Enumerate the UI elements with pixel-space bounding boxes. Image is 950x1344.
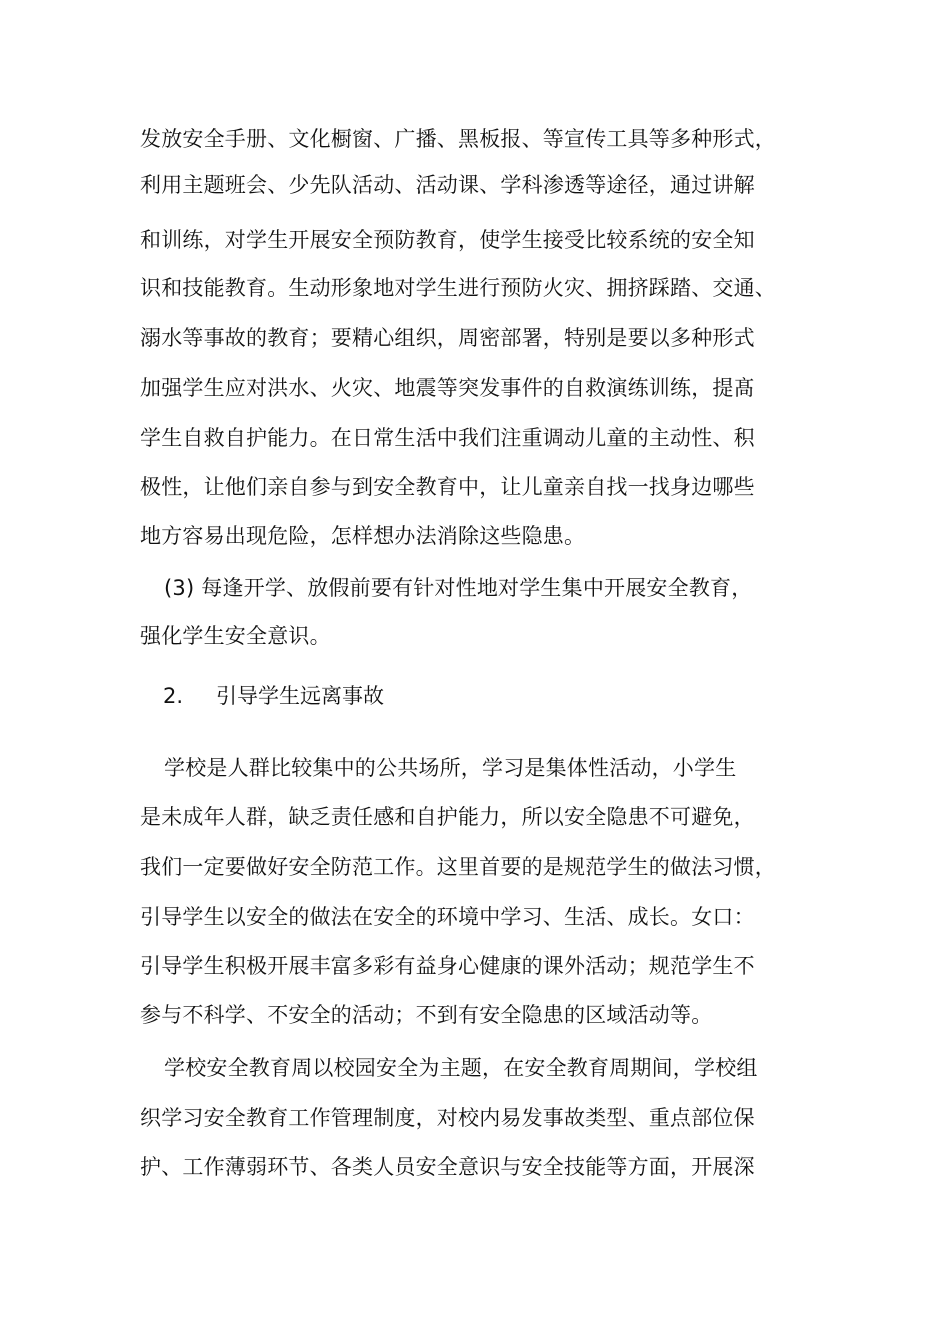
- paragraph-1-line-8: 极性，让他们亲自参与到安全教育中，让儿童亲自找一找身边哪些: [140, 475, 755, 499]
- paragraph-3-line-6: 参与不科学、不安全的活动；不到有安全隐患的区域活动等。: [140, 1003, 713, 1027]
- paragraph-4-line-3: 护、工作薄弱环节、各类人员安全意识与安全技能等方面，开展深: [140, 1155, 755, 1179]
- section-heading: 引导学生远离事故: [216, 684, 384, 708]
- paragraph-3-line-5: 引导学生积极开展丰富多彩有益身心健康的课外活动；规范学生不: [140, 954, 755, 978]
- paragraph-3-line-1: 学校是人群比较集中的公共场所，学习是集体性活动，小学生: [164, 756, 737, 780]
- paragraph-1-line-3: 和训练，对学生开展安全预防教育，使学生接受比较系统的安全知: [140, 228, 755, 252]
- paragraph-2-line-2: 强化学生安全意识。: [140, 624, 331, 648]
- paragraph-4-line-1: 学校安全教育周以校园安全为主题，在安全教育周期间，学校组: [164, 1056, 758, 1080]
- paragraph-3-line-3: 我们一定要做好安全防范工作。这里首要的是规范学生的做法习惯，: [140, 855, 776, 879]
- paragraph-1-line-7: 学生自救自护能力。在日常生活中我们注重调动儿童的主动性、积: [140, 426, 755, 450]
- paragraph-1-line-1: 发放安全手册、文化橱窗、广播、黑板报、等宣传工具等多种形式，: [140, 127, 776, 151]
- paragraph-4-line-2: 织学习安全教育工作管理制度，对校内易发事故类型、重点部位保: [140, 1106, 755, 1130]
- paragraph-1-line-2: 利用主题班会、少先队活动、活动课、学科渗透等途径，通过讲解: [140, 173, 755, 197]
- paragraph-1-line-4: 识和技能教育。生动形象地对学生进行预防火灾、拥挤踩踏、交通、: [140, 276, 776, 300]
- section-number: 2.: [163, 684, 184, 708]
- paragraph-1-line-5: 溺水等事故的教育；要精心组织，周密部署，特别是要以多种形式: [140, 326, 755, 350]
- paragraph-3-line-4: 引导学生以安全的做法在安全的环境中学习、生活、成长。女口：: [140, 905, 755, 929]
- paragraph-3-line-2: 是未成年人群，缺乏责任感和自护能力，所以安全隐患不可避免，: [140, 805, 755, 829]
- paragraph-1-line-9: 地方容易出现危险，怎样想办法消除这些隐患。: [140, 524, 586, 548]
- paragraph-1-line-6: 加强学生应对洪水、火灾、地震等突发事件的自救演练训练，提髙: [140, 376, 755, 400]
- paragraph-2-line-1: (3) 每逢开学、放假前要有针对性地对学生集中开展安全教育，: [164, 576, 753, 600]
